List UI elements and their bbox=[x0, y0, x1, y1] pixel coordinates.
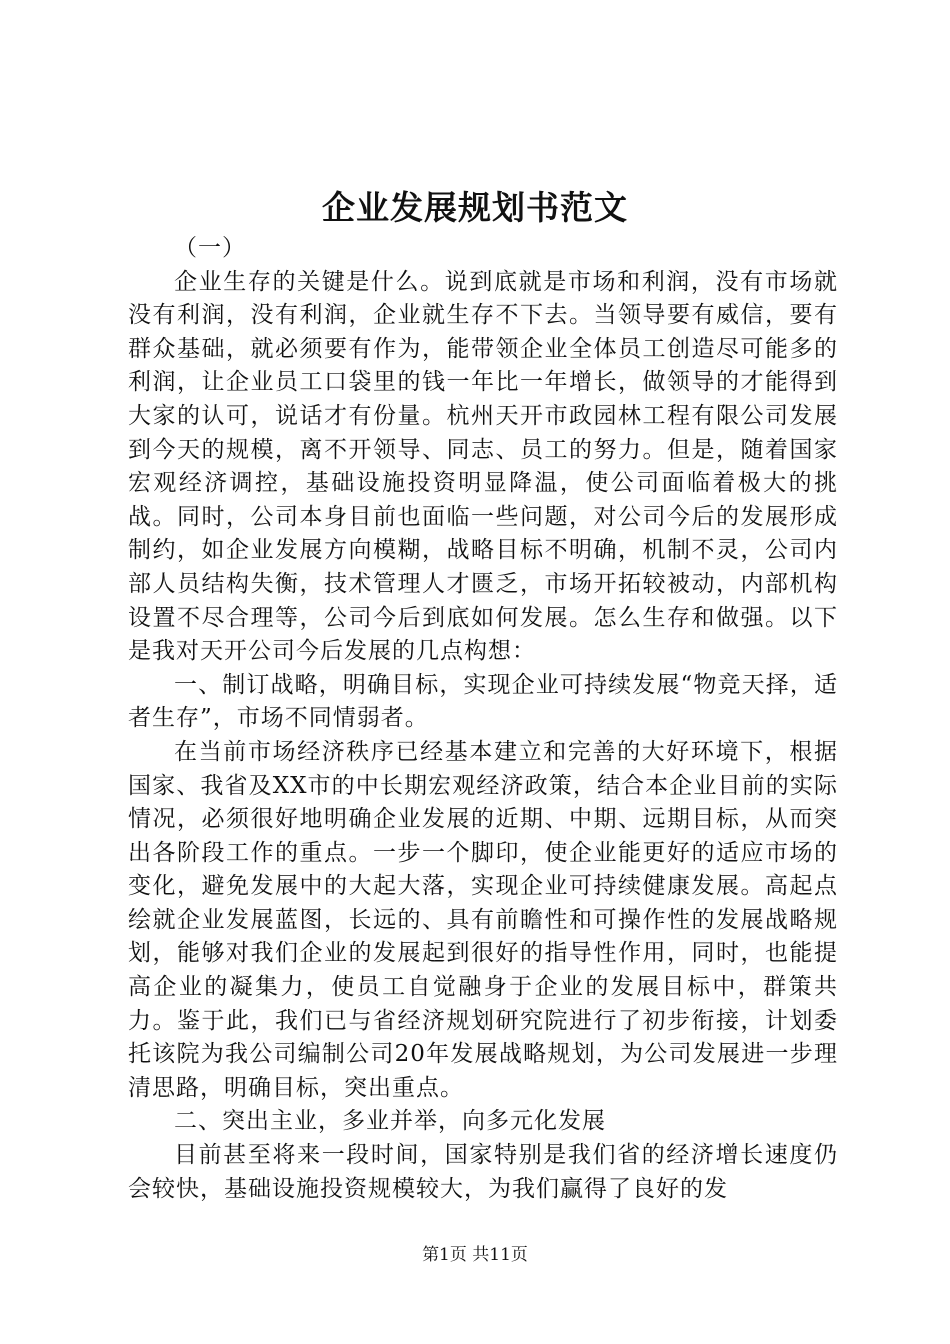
page-number-footer: 第1页 共11页 bbox=[422, 1245, 528, 1265]
document-body bbox=[128, 232, 838, 1206]
paragraph-section-marker: （一） bbox=[174, 235, 246, 261]
paragraph-intro: 企业生存的关键是什么。说到底就是市场和利润，没有市场就没有利润，没有利润，企业就生存不下去。当领导要有威信，要有群众基础，就必须要有作为，能带领企业全体员工创造尽可能多的利润，让企业员工口袋里的钱一年比一年增长，做领导的才能得到大家的认可，说话才有份量。杭州天开市政园林工程有限公司发展到今天的规模，离不开领导、同志、员工的努力。但是，随着国家宏观经济调控，基础设施投资明显降温，使公司面临着极大的挑战。同时，公司本身目前也面临一些问题，对公司今后的发展形成制约，如企业发展方向模糊，战略目标不明确，机制不灵，公司内部人员结构失衡，技术管理人才匮乏，市场开拓较被动，内部机构设置不尽合理等，公司今后到底如何发展。怎么生存和做强。以下是我对天开公司今后发展的几点构想： bbox=[128, 268, 838, 665]
paragraph-strategy: 在当前市场经济秩序已经基本建立和完善的大好环境下，根据国家、我省及XX市的中长期宏观经济政策，结合本企业目前的实际情况，必须很好地明确企业发展的近期、中期、远期目标，从而突出各阶段工作的重点。一步一个脚印，使企业能更好的适应市场的变化，避免发展中的大起大落，实现企业可持续健康发展。高起点绘就企业发展蓝图，长远的、具有前瞻性和可操作性的发展战略规划，能够对我们企业的发展起到很好的指导性作用，同时，也能提高企业的凝集力，使员工自觉融身于企业的发展目标中，群策共力。鉴于此，我们已与省经济规划研究院进行了初步衔接，计划委托该院为我公司编制公司20年发展战略规划，为公司发展进一步理清思路，明确目标，突出重点。 bbox=[128, 738, 838, 1101]
paragraph-heading-1: 一、制订战略，明确目标，实现企业可持续发展“物竞天择，适者生存”，市场不同情弱者。 bbox=[128, 671, 838, 732]
document-title: 企业发展规划书范文 bbox=[322, 188, 628, 227]
paragraph-heading-2: 二、突出主业，多业并举，向多元化发展 bbox=[174, 1108, 606, 1135]
paragraph-diversification: 目前甚至将来一段时间，国家特别是我们省的经济增长速度仍会较快，基础设施投资规模较大，为我们赢得了良好的发 bbox=[128, 1142, 838, 1202]
